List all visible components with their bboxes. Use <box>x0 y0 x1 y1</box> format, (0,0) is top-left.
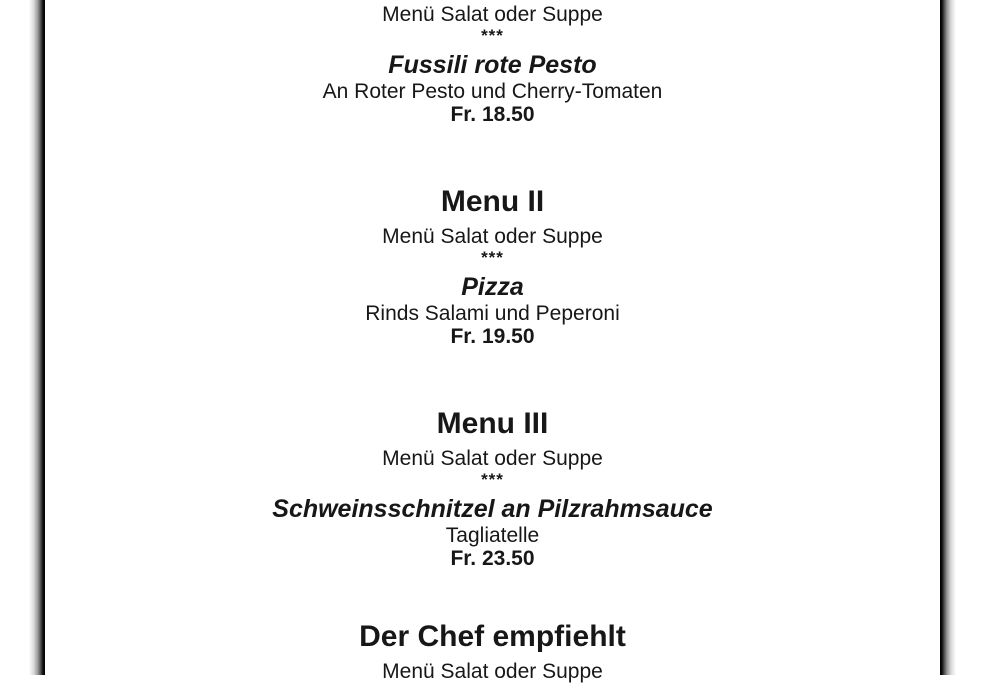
menu-subtitle: Menü Salat oder Suppe <box>382 225 603 248</box>
dish-description: An Roter Pesto und Cherry-Tomaten <box>322 80 663 103</box>
page-frame-left-edge <box>29 0 45 675</box>
menu-section-3 <box>45 408 940 570</box>
dish-price: Fr. 23.50 <box>450 547 535 570</box>
menu-heading: Menu III <box>436 407 549 440</box>
dish-price: Fr. 18.50 <box>450 103 535 126</box>
menu-heading: Der Chef empfiehlt <box>359 620 626 653</box>
menu-section-1 <box>45 2 940 126</box>
stars-separator: *** <box>481 248 504 267</box>
dish-name: Pizza <box>461 273 524 301</box>
menu-subtitle: Menü Salat oder Suppe <box>382 660 603 683</box>
dish-description: Rinds Salami und Peperoni <box>365 302 620 325</box>
menu-heading: Menu II <box>440 185 545 218</box>
dish-price: Fr. 19.50 <box>450 325 535 348</box>
stars-separator: *** <box>481 470 504 489</box>
dish-name: Schweinsschnitzel an Pilzrahmsauce <box>272 495 713 523</box>
menu-page <box>45 0 940 683</box>
dish-name: Fussili rote Pesto <box>388 51 597 79</box>
menu-subtitle: Menü Salat oder Suppe <box>382 447 603 470</box>
menu-subtitle: Menü Salat oder Suppe <box>382 3 603 26</box>
menu-section-2 <box>45 186 940 348</box>
stars-separator: *** <box>481 26 504 45</box>
page-frame-right-edge <box>940 0 956 675</box>
dish-description: Tagliatelle <box>445 524 540 547</box>
menu-section-chef-recommendation <box>45 621 940 685</box>
